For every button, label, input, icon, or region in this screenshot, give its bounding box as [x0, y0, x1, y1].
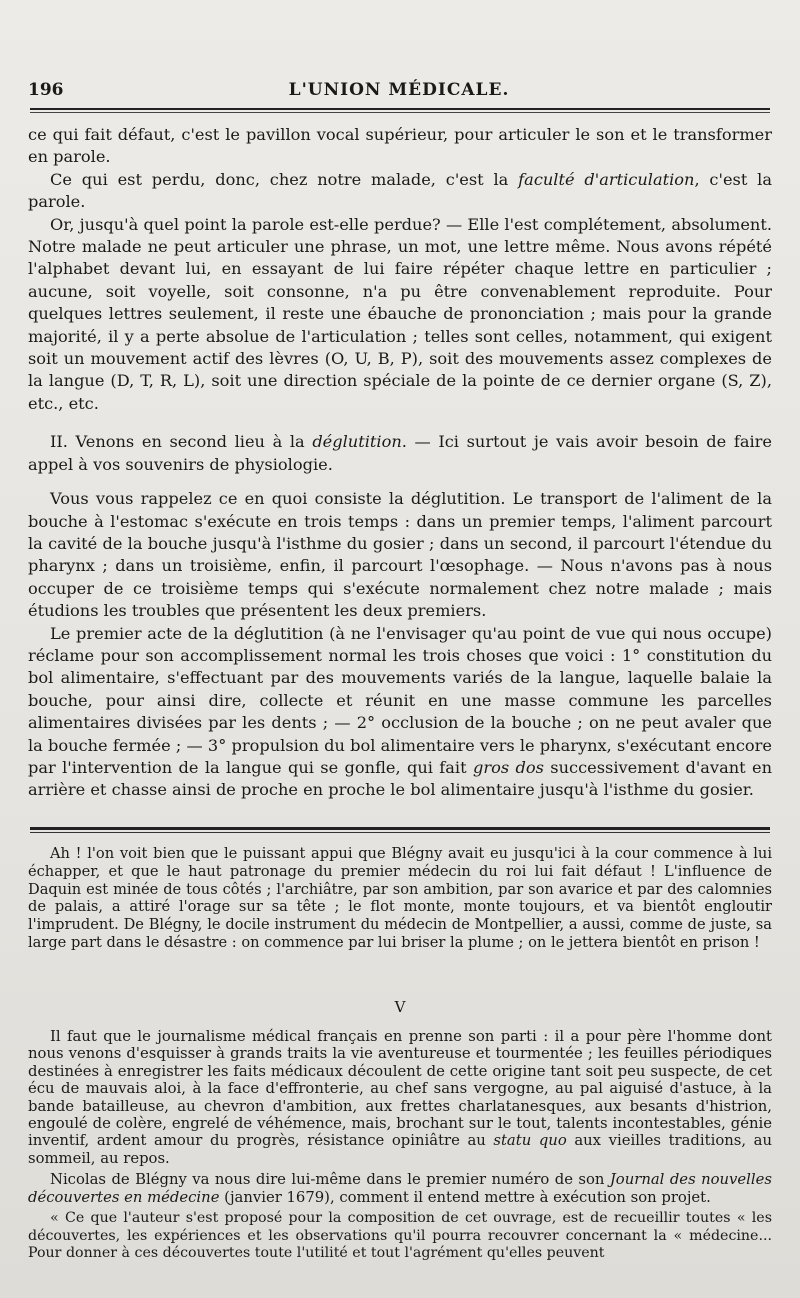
- journal-title: L'UNION MÉDICALE.: [288, 80, 510, 100]
- paragraph-1: ce qui fait défaut, c'est le pavillon vocal supérieur, pour articuler le son et le transformer en parole.: [28, 125, 772, 167]
- journal-title-italic: Journal des nouvelles découvertes en médecine: [28, 1171, 772, 1206]
- italic-term: statu quo: [493, 1132, 567, 1150]
- feuilleton-quote: « Ce que l'auteur s'est proposé pour la composition de cet ouvrage, est de recueillir toutes « les découvertes, les expériences et les observations qu'il pourra recouvrer concernant la « médecine... Pour donner à ces découvertes toute l'utilité et tout l'agrément qu'elles peuvent: [28, 1210, 772, 1262]
- paragraph-6: Le premier acte de la déglutition (à ne l'envisager qu'au point de vue qui nous occupe) réclame pour son accomplissement normal les trois choses que voici : 1° constitution du bol alimentaire, s'effectuant par des mouvements variés de la langue, laquelle balaie la bouche, pour ainsi dire, collecte et réunit en une masse commune les parcelles alimentaires divisées par les dents ; — 2° occlusion de la bouche ; on ne peut avaler que la bouche fermée ; — 3° propulsion du bol alimentaire vers le pharynx, s'exécutant encore par l'intervention de la langue qui se gonfle, qui fait gros dos successivement d'avant en arrière et chasse ainsi de proche en proche le bol alimentaire jusqu'à l'isthme du gosier.: [28, 623, 773, 800]
- feuilleton-text: [28, 845, 772, 952]
- page-number: 196: [28, 80, 64, 100]
- feuilleton-rule: [30, 827, 770, 833]
- paragraph-5: Vous vous rappelez ce en quoi consiste la déglutition. Le transport de l'aliment de la bouche à l'estomac s'exécute en trois temps : dans un premier temps, l'aliment parcourt la cavité de la bouche jusqu'à l'isthme du gosier ; dans un second, il parcourt l'étendue du pharynx ; dans un troisième, enfin, il parcourt l'œsophage. — Nous n'avons pas à nous occuper de ce troisième temps qui s'exécute normalement chez notre malade ; mais étudions les troubles que présentent les deux premiers.: [28, 489, 772, 621]
- feuilleton-body: [28, 1028, 772, 1263]
- feuilleton-paragraph-2: Nicolas de Blégny va nous dire lui-même dans le premier numéro de son Journal des nouvelles découvertes en médecine (janvier 1679), comment il entend mettre à exécution son projet.: [28, 1171, 772, 1206]
- running-header: [28, 78, 770, 102]
- main-text: [28, 124, 772, 802]
- feuilleton-paragraph: Ah ! l'on voit bien que le puissant appui que Blégny avait eu jusqu'ici à la cour commence à lui échapper, et que le haut patronage du premier médecin du roi lui fait défaut ! L'influence de Daquin est minée de tous côtés ; l'archiâtre, par son ambition, par son avarice et par des calomnies de palais, a attiré l'orage sur sa tête ; le flot monte, monte toujours, et va bientôt engloutir l'imprudent. De Blégny, le docile instrument du médecin de Montpellier, a aussi, comme de juste, sa large part dans le désastre : on commence par lui briser la plume ; on le jettera bientôt en prison !: [28, 845, 772, 951]
- header-rule: [30, 108, 770, 113]
- paragraph-2: Ce qui est perdu, donc, chez notre malade, c'est la faculté d'articulation, c'est la parole.: [28, 169, 772, 212]
- paragraph-3: Or, jusqu'à quel point la parole est-elle perdue? — Elle l'est complétement, absolument. Notre malade ne peut articuler une phrase, un mot, une lettre même. Nous avons répété l'alphabet devant lui, en essayant de lui faire répéter chaque lettre en particulier ; aucune, soit voyelle, soit consonne, n'a pu être convenablement reproduite. Pour quelques lettres seulement, il reste une ébauche de prononciation ; mais pour la grande majorité, il y a perte absolue de l'articulation ; telles sont celles, notamment, qui exigent soit un mouvement actif des lèvres (O, U, B, P), soit des mouvements assez complexes de la langue (D, T, R, L), soit une direction spéciale de la pointe de ce dernier organe (S, Z), etc., etc.: [28, 214, 772, 413]
- italic-term: faculté d'articulation: [518, 169, 695, 189]
- feuilleton-paragraph-1: Il faut que le journalisme médical français en prenne son parti : il a pour père l'homme dont nous venons d'esquisser à grands traits la vie aventureuse et tourmentée ; les feuilles périodiques destinées à enregistrer les faits médicaux découlent de cette origine tant soit peu suspecte, de cet écu de mauvais aloi, à la face d'effronterie, au chef sans vergogne, au pal aiguisé d'astuce, à la bande batailleuse, au chevron d'ambition, aux frettes charlatanesques, aux besants d'histrion, engoulé de colère, engrelé de véhémence, mais, brochant sur le tout, talents incontestables, génie inventif, ardent amour du progrès, résistance opiniâtre au statu quo aux vieilles traditions, au sommeil, au repos.: [28, 1028, 772, 1167]
- section-heading: V: [394, 998, 406, 1016]
- italic-term: gros dos: [472, 757, 544, 777]
- paragraph-4: II. Venons en second lieu à la déglutition. — Ici surtout je vais avoir besoin de faire appel à vos souvenirs de physiologie.: [28, 432, 772, 474]
- italic-term: déglutition: [312, 432, 402, 452]
